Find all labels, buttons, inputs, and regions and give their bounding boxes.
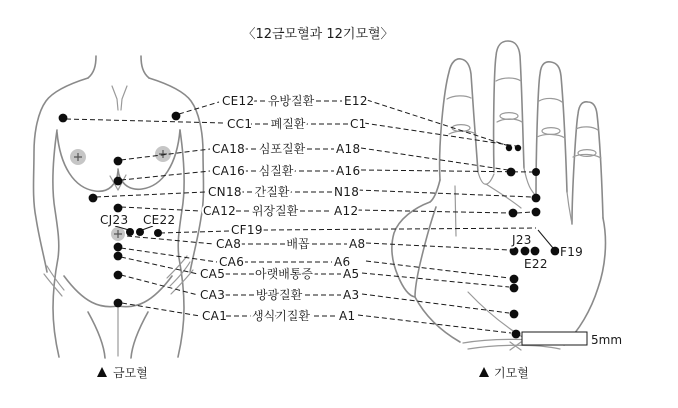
- acupoint-dot-e12-hand: [506, 145, 512, 151]
- label-cf19: CF19: [231, 223, 263, 237]
- label-e22-hand: E22: [524, 257, 548, 271]
- leader-f19: [538, 230, 553, 248]
- connector-n18-hand: [358, 190, 532, 197]
- acupoint-dot-cc1: [59, 114, 68, 123]
- acupoint-dot-cj23: [126, 228, 134, 236]
- acupoint-dot-n18-hand: [532, 194, 541, 203]
- label-cc1: CC1: [227, 117, 253, 131]
- hand-wrist-x-mark: [510, 342, 521, 350]
- torso-neck-left: [88, 56, 96, 78]
- label-a18: A18: [336, 142, 361, 156]
- hand-little-creases: [573, 127, 601, 158]
- label-ca3: CA3: [200, 288, 226, 302]
- hand-thumb-inner: [415, 207, 436, 297]
- acupoint-dot-cn18: [89, 194, 98, 203]
- acupoint-dot-a18-hand: [507, 168, 516, 177]
- acupoint-dot-ca5: [114, 252, 123, 261]
- connector-cf19-torso: [160, 231, 229, 233]
- label-condition-navel: 배꼽: [286, 237, 310, 251]
- torso-flank-left: [53, 130, 59, 357]
- label-condition-breast: 유방질환: [267, 94, 315, 108]
- scale-bar-label: 5mm: [591, 333, 623, 347]
- label-cn18: CN18: [208, 185, 242, 199]
- label-condition-liver: 간질환: [254, 185, 290, 199]
- legend-right-label: 기모혈: [494, 366, 529, 380]
- label-a3: A3: [343, 288, 360, 302]
- acupoint-dot-ca1: [114, 299, 123, 308]
- torso-sternum-right: [121, 86, 127, 110]
- label-condition-pericardium: 심포질환: [258, 142, 306, 156]
- hand-radial-edge: [430, 180, 440, 202]
- navel-marker: [111, 227, 125, 241]
- legend-left-label: 금모혈: [113, 366, 148, 380]
- torso-thigh-right: [131, 312, 148, 358]
- hand-ulnar-edge: [564, 218, 605, 345]
- label-a5: A5: [343, 267, 360, 281]
- label-f19-hand: F19: [560, 245, 584, 259]
- connector-ce12-torso: [179, 102, 219, 114]
- triangle-marker-right-icon: [479, 367, 489, 377]
- torso-sternum-left: [112, 86, 118, 110]
- nipple-right-marker: [155, 146, 171, 162]
- acupoint-dot-ca3: [114, 271, 123, 280]
- hand-connectors: [263, 100, 553, 333]
- scale-bar: [522, 332, 622, 347]
- connector-ca5-torso: [121, 257, 198, 274]
- label-condition-bladder: 방광질환: [255, 288, 303, 302]
- hand-ring-finger: [536, 62, 567, 196]
- connector-ca8-torso: [127, 236, 214, 244]
- label-ca8: CA8: [216, 237, 242, 251]
- acupoint-dot-e22-hand: [531, 247, 540, 256]
- hand-little-finger: [572, 102, 603, 224]
- torso-breast-right: [118, 130, 180, 189]
- torso-shoulder-arm-right: [149, 78, 204, 272]
- connector-cc1-torso: [66, 119, 225, 123]
- acupoint-dot-j23-hand: [521, 247, 530, 256]
- acupoint-dot-a12-hand: [509, 209, 518, 218]
- label-condition-stomach: 위장질환: [251, 204, 299, 218]
- hand-ring-pad: [542, 128, 560, 135]
- acupoint-dot-a16-hand: [532, 168, 540, 176]
- acupoint-dot-ce22: [136, 228, 144, 236]
- label-condition-genital: 생식기질환: [252, 309, 310, 323]
- acupoint-dot-ce12: [172, 112, 181, 121]
- scale-bar-rect: [522, 332, 587, 345]
- label-e12: E12: [344, 94, 368, 108]
- connector-ca6-torso: [121, 248, 217, 262]
- acupoint-dot-a3-hand: [510, 310, 519, 319]
- diagram-title: 〈12금모혈과 12기모혈〉: [242, 27, 394, 42]
- label-ca1: CA1: [202, 309, 228, 323]
- label-condition-heart: 심질환: [258, 164, 294, 178]
- torso-thigh-left: [88, 312, 105, 358]
- acupoint-dot-ca6: [114, 243, 123, 252]
- connector-a16-hand: [361, 170, 532, 172]
- label-j23-hand: J23: [512, 233, 532, 247]
- connector-a18-hand: [361, 148, 508, 170]
- connector-ca12-torso: [121, 207, 201, 211]
- label-ca5: CA5: [200, 267, 226, 281]
- acupoint-dot-ca12: [114, 204, 123, 213]
- hand-index-creases: [447, 96, 476, 134]
- acupoint-dot-a12b-hand: [532, 208, 541, 217]
- label-a6: A6: [334, 255, 351, 269]
- label-ce12: CE12: [222, 94, 255, 108]
- acupoint-dot-a6-hand: [510, 275, 519, 284]
- torso-flank-right: [178, 130, 184, 357]
- legend: [97, 365, 529, 380]
- hand-webs: [478, 168, 572, 224]
- hand-index-finger: [440, 59, 478, 180]
- connector-a8-hand: [366, 243, 509, 250]
- acupoint-dot-a5-hand: [510, 284, 519, 293]
- hand-ring-creases: [537, 98, 565, 138]
- label-condition-lung: 폐질환: [270, 117, 306, 131]
- acupoint-dot-ca16: [114, 177, 123, 186]
- acupoint-dot-cf19: [154, 229, 162, 237]
- label-ca16: CA16: [212, 164, 246, 178]
- torso-shoulder-arm-left: [34, 78, 89, 272]
- connector-cf19-hand: [263, 228, 536, 230]
- connector-e12-hand: [367, 100, 509, 146]
- label-ce22: CE22: [143, 213, 176, 227]
- label-a1: A1: [339, 309, 356, 323]
- acupoint-dot-a1-hand: [512, 330, 521, 339]
- acupoint-dot-a8-hand: [510, 247, 519, 256]
- label-condition-lower-abdomen: 아랫배통증: [255, 267, 313, 281]
- label-c1: C1: [350, 117, 367, 131]
- label-cj23: CJ23: [100, 213, 129, 227]
- hand-middle-finger: [494, 41, 524, 172]
- label-ca6: CA6: [219, 255, 245, 269]
- acupoint-dot-ca18: [114, 157, 123, 166]
- connector-a12-hand: [357, 210, 532, 213]
- connector-ca1-torso: [122, 303, 200, 316]
- torso-neck-right: [141, 56, 149, 78]
- label-ca12: CA12: [203, 204, 237, 218]
- torso-breast-left: [57, 132, 118, 191]
- nipple-left-marker: [70, 149, 86, 165]
- label-n18: N18: [334, 185, 360, 199]
- label-a8: A8: [349, 237, 366, 251]
- label-ca18: CA18: [212, 142, 246, 156]
- label-a12: A12: [334, 204, 359, 218]
- label-a16: A16: [336, 164, 361, 178]
- hand-middle-pad: [500, 113, 518, 120]
- connector-ca16-torso: [121, 171, 210, 180]
- connector-cn18-torso: [96, 192, 206, 197]
- hand-little-pad: [578, 150, 596, 157]
- acupoint-dot-c1-hand: [515, 145, 521, 151]
- acupoint-dot-f19-hand: [551, 247, 560, 256]
- triangle-marker-left-icon: [97, 367, 107, 377]
